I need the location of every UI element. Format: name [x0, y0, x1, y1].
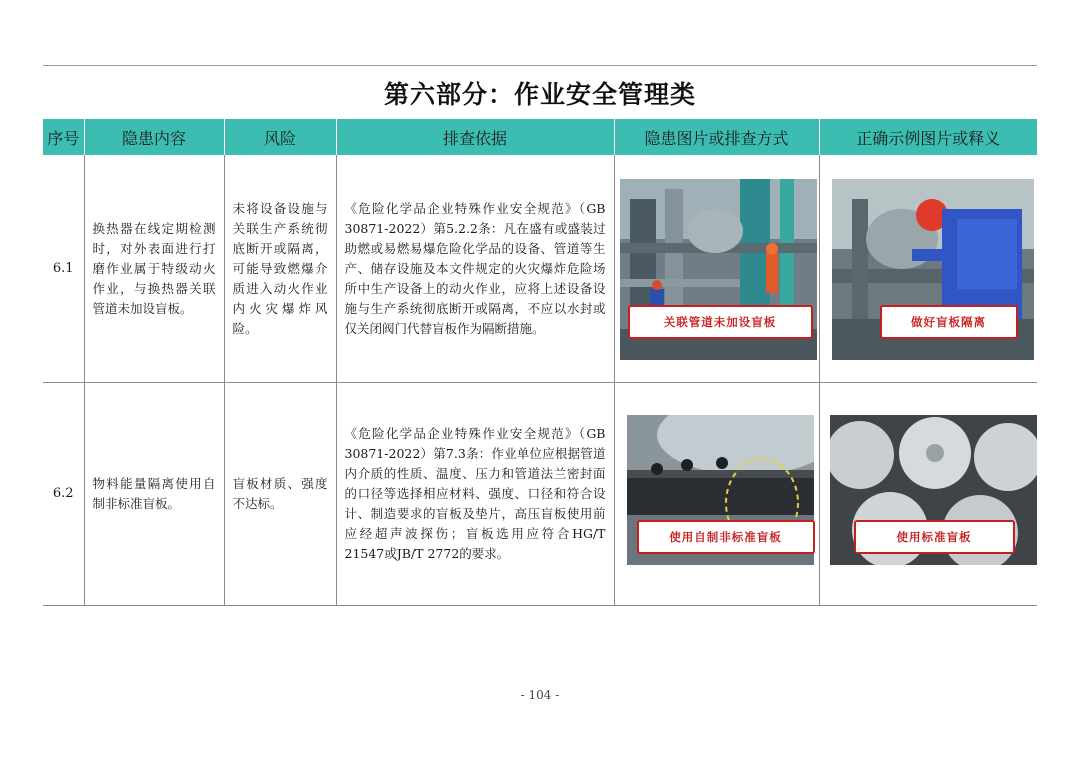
hazard-text: 换热器在线定期检测时，对外表面进行打磨作业属于特级动火作业，与换热器关联管道未加设盲板。	[92, 220, 216, 316]
header-hazard: 隐患内容	[84, 119, 224, 155]
risk-cell	[224, 383, 336, 606]
row-number: 6.2	[43, 383, 84, 606]
page-number: - 104 -	[520, 688, 560, 702]
basis-text: 《危险化学品企业特殊作业安全规范》（GB 30871-2022）第7.3条：作业单位应根据管道内介质的性质、温度、压力和管道法兰密封面的口径等选择相应材料、强度、口径和符合设计、制造要求的盲板及垫片，高压盲板使用前应经超声波探伤；盲板选用应符合HG/T 21547或JB/T 2772的要求。	[344, 426, 606, 561]
header-number: 序号	[43, 119, 84, 155]
hazard-caption: 关联管道未加设盲板	[628, 305, 813, 339]
page-title: 第六部分：作业安全管理类	[383, 79, 696, 109]
correct-image-cell	[819, 383, 1037, 606]
basis-cell	[336, 383, 614, 606]
hazard-table	[43, 119, 1037, 606]
hazard-cell	[84, 383, 224, 606]
hazard-caption: 使用自制非标准盲板	[637, 520, 815, 554]
correct-caption: 做好盲板隔离	[880, 305, 1018, 339]
hazard-cell	[84, 155, 224, 383]
hazard-text: 物料能量隔离使用自制非标准盲板。	[92, 476, 216, 511]
header-correct-image: 正确示例图片或释义	[819, 119, 1037, 155]
header-risk: 风险	[224, 119, 336, 155]
table-row	[43, 383, 1037, 606]
hazard-image-cell	[614, 155, 819, 383]
risk-cell	[224, 155, 336, 383]
correct-caption: 使用标准盲板	[854, 520, 1015, 554]
hazard-image-cell	[614, 383, 819, 606]
table-row	[43, 155, 1037, 383]
header-hazard-image: 隐患图片或排查方式	[614, 119, 819, 155]
correct-image-cell	[819, 155, 1037, 383]
row-number: 6.1	[43, 155, 84, 383]
basis-text: 《危险化学品企业特殊作业安全规范》（GB 30871-2022）第5.2.2条：凡在盛有或盛装过助燃或易燃易爆危险化学品的设备、管道等生产、储存设施及本文件规定的火灾爆炸危险场所中生产设备上的动火作业，应将上述设备设施与生产系统彻底断开或隔离，不应以水封或仅关闭阀门代替盲板作为隔断措施。	[344, 200, 606, 336]
risk-text: 盲板材质、强度不达标。	[232, 476, 328, 511]
basis-cell	[336, 155, 614, 383]
header-basis: 排查依据	[336, 119, 614, 155]
table-header-row	[43, 119, 1037, 155]
risk-text: 未将设备设施与关联生产系统彻底断开或隔离，可能导致燃爆介质进入动火作业内火灾爆炸风险。	[232, 200, 328, 336]
